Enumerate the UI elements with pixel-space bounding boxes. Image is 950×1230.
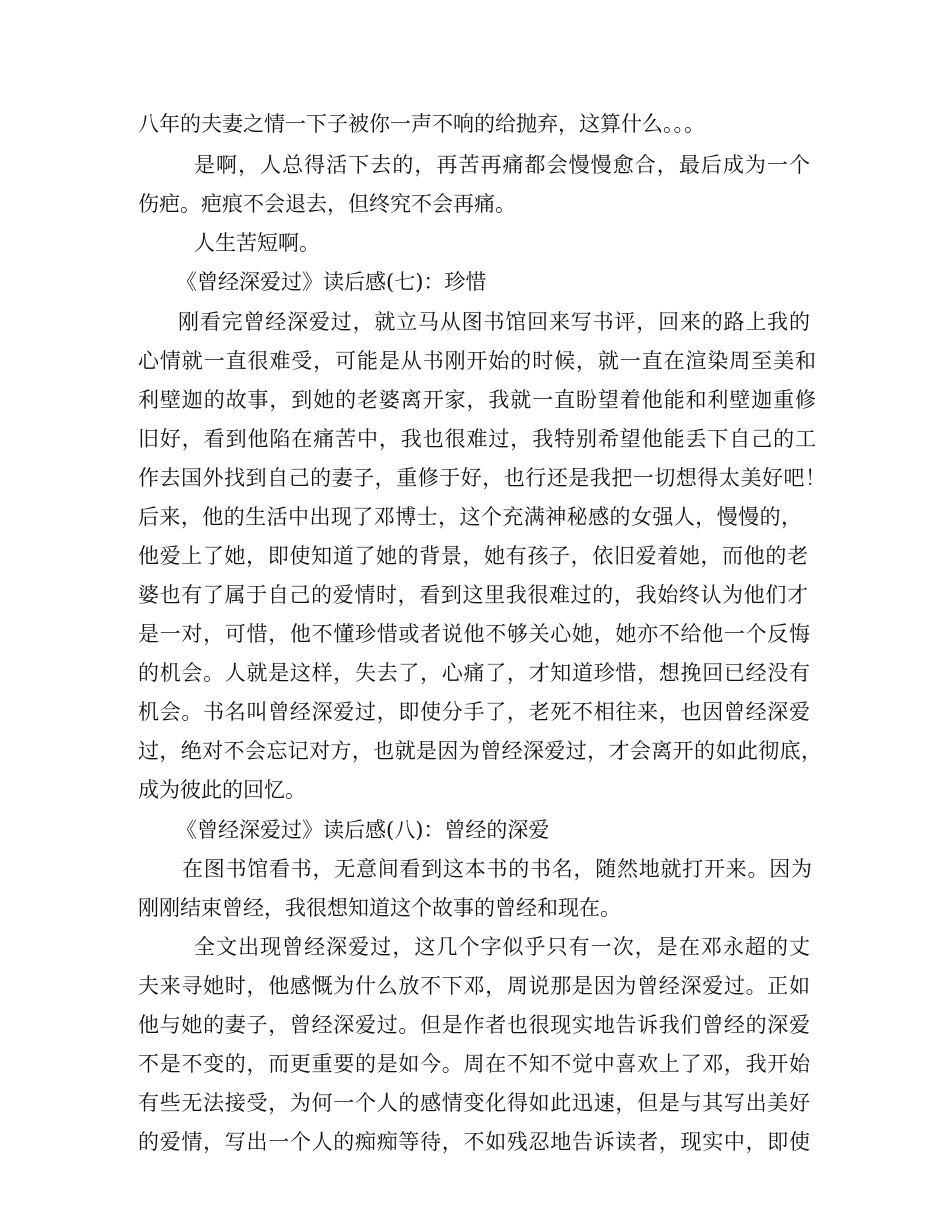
text-line: 刚刚结束曾经，我很想知道这个故事的曾经和现在。: [138, 896, 621, 920]
text-line: 是一对，可惜，他不懂珍惜或者说他不够关心她，她亦不给他一个反悔: [138, 622, 810, 646]
text-line: 作去国外找到自己的妻子，重修于好，也行还是我把一切想得太美好吧！: [138, 466, 826, 490]
text-line: 他与她的妻子，曾经深爱过。但是作者也很现实地告诉我们曾经的深爱: [138, 1013, 810, 1037]
text-line: 八年的夫妻之情一下子被你一声不响的给抛弃，这算什么。。。: [138, 112, 705, 136]
text-line: 利壁迦的故事，到她的老婆离开家，我就一直盼望着他能和利壁迦重修: [138, 388, 816, 412]
text-line: 不是不变的，而更重要的是如今。周在不知不觉中喜欢上了邓，我开始: [138, 1052, 810, 1076]
text-line: 他爱上了她，即使知道了她的背景，她有孩子，依旧爱着她，而他的老: [138, 544, 808, 568]
section-heading: 《曾经深爱过》读后感(七)：珍惜: [176, 270, 487, 294]
text-line: 的机会。人就是这样，失去了，心痛了，才知道珍惜，想挽回已经没有: [138, 661, 810, 685]
text-line: 刚看完曾经深爱过，就立马从图书馆回来写书评，回来的路上我的: [178, 310, 810, 334]
text-line: 有些无法接受，为何一个人的感情变化得如此迅速，但是与其写出美好: [138, 1091, 810, 1115]
text-line: 全文出现曾经深爱过，这几个字似乎只有一次，是在邓永超的丈: [194, 935, 810, 959]
section-heading: 《曾经深爱过》读后感(八)：曾经的深爱: [176, 818, 550, 842]
text-line: 心情就一直很难受，可能是从书刚开始的时候，就一直在渲染周至美和: [138, 349, 816, 373]
text-line: 成为彼此的回忆。: [138, 778, 306, 802]
text-line: 是啊，人总得活下去的，再苦再痛都会慢慢愈合，最后成为一个: [194, 153, 810, 177]
text-line: 在图书馆看书，无意间看到这本书的书名，随然地就打开来。因为: [182, 857, 812, 881]
text-line: 旧好，看到他陷在痛苦中，我也很难过，我特别希望他能丢下自己的工: [138, 427, 816, 451]
text-line: 机会。书名叫曾经深爱过，即使分手了，老死不相往来，也因曾经深爱: [138, 700, 810, 724]
text-line: 过，绝对不会忘记对方，也就是因为曾经深爱过，才会离开的如此彻底，: [138, 739, 822, 763]
text-line: 人生苦短啊。: [194, 231, 320, 255]
text-line: 后来，他的生活中出现了邓博士，这个充满神秘感的女强人，慢慢的，: [138, 505, 802, 529]
text-line: 伤疤。疤痕不会退去，但终究不会再痛。: [138, 192, 516, 216]
text-line: 婆也有了属于自己的爱情时，看到这里我很难过的，我始终认为他们才: [138, 583, 808, 607]
text-line: 的爱情，写出一个人的痴痴等待，不如残忍地告诉读者，现实中，即使: [138, 1130, 810, 1154]
text-line: 夫来寻她时，他感慨为什么放不下邓，周说那是因为曾经深爱过。正如: [138, 974, 810, 998]
